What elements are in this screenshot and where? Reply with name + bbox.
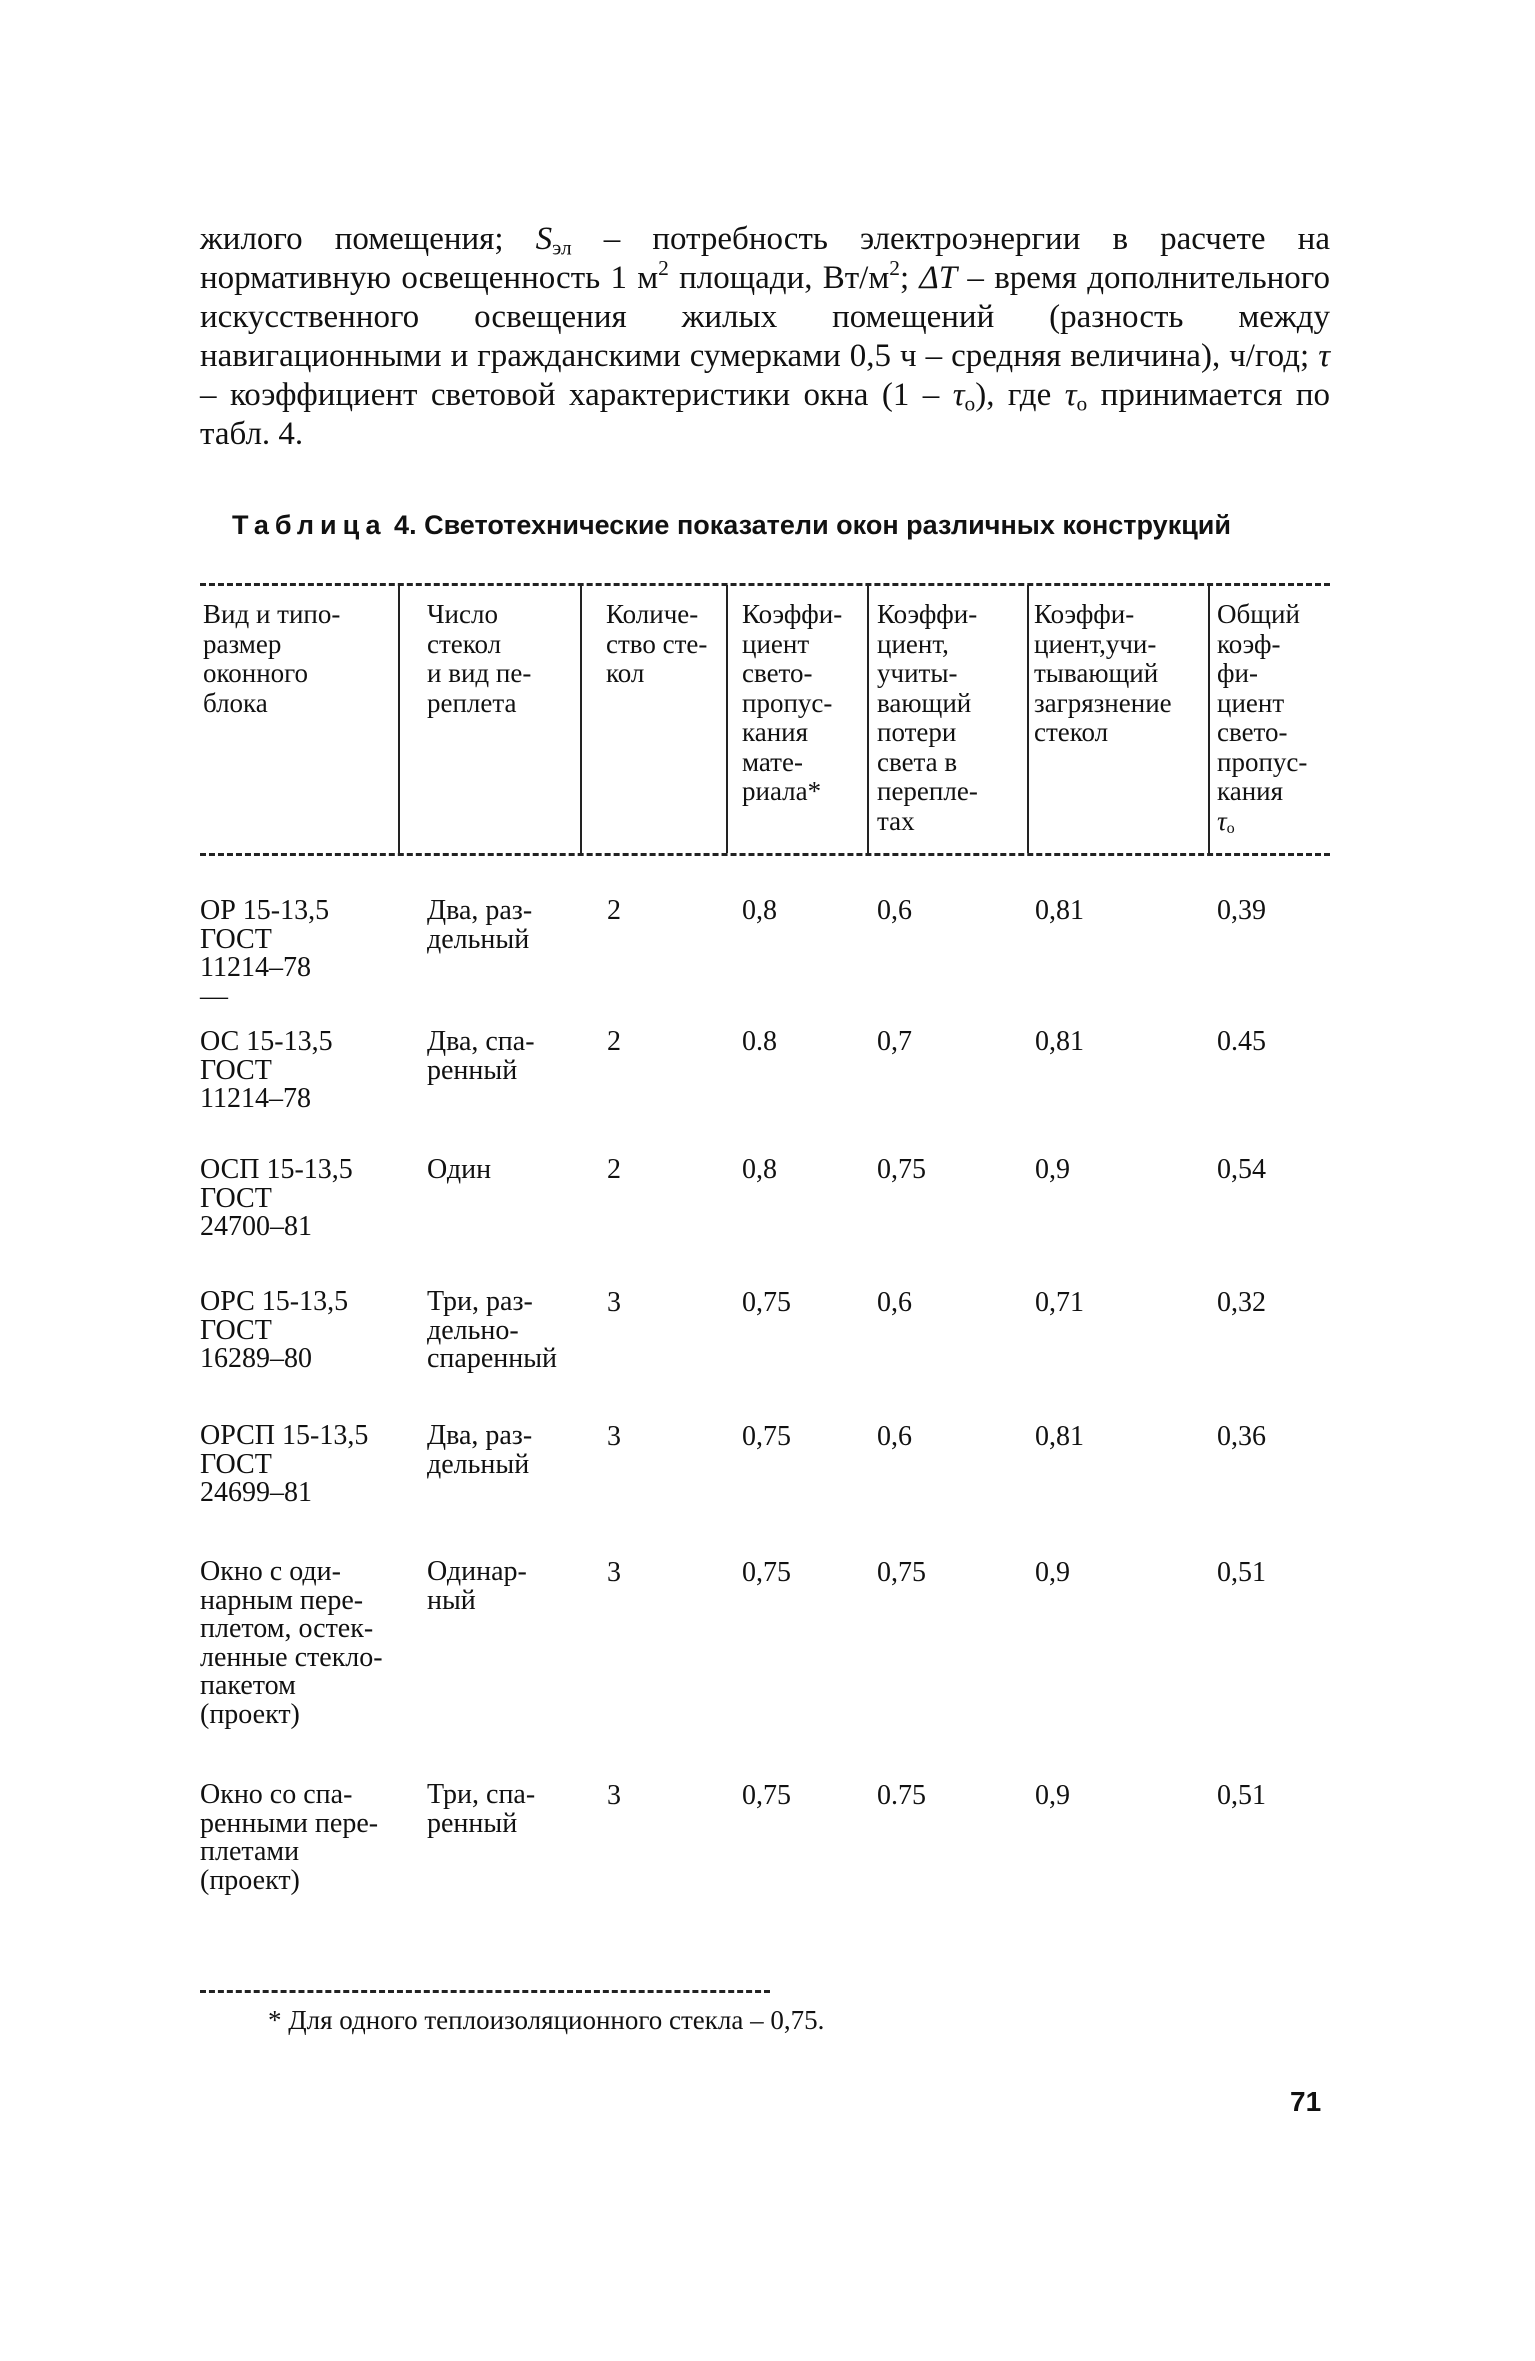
table-caption — [232, 507, 1352, 543]
header-tau-sub: о — [1226, 818, 1235, 837]
row-k-total: 0,32 — [1217, 1287, 1266, 1318]
symbol-tau: τ — [952, 377, 965, 413]
row-k-material: 0,75 — [742, 1557, 791, 1588]
header-cell-total-text: Общий коэф- фи- циент свето- пропус- кания — [1217, 599, 1308, 806]
row-glazing: Три, раз- дельно- спаренный — [427, 1286, 558, 1374]
row-k-total: 0,54 — [1217, 1154, 1266, 1185]
row-k-total: 0,51 — [1217, 1557, 1266, 1588]
row-k-frame: 0,6 — [877, 1421, 912, 1452]
footnote-rule — [200, 1990, 770, 1993]
row-glazing: Один — [427, 1154, 492, 1185]
intro-text: площади, Вт/м — [668, 260, 890, 296]
row-k-frame: 0,6 — [877, 1287, 912, 1318]
row-k-material: 0,75 — [742, 1287, 791, 1318]
row-name: Окно с оди- нарным пере- плетом, остек- ленные стекло- пакетом (проект) — [200, 1556, 383, 1730]
row-k-dirt: 0,9 — [1035, 1154, 1070, 1185]
header-cell: Количе- ство сте- кол — [606, 599, 708, 688]
row-glazing: Три, спа- ренный — [427, 1779, 536, 1839]
row-glazing: Два, раз- дельный — [427, 1420, 533, 1480]
symbol-s-sub: эл — [552, 235, 572, 260]
symbol-delta-t: ΔT — [919, 260, 958, 296]
row-k-material: 0,8 — [742, 895, 777, 926]
superscript: 2 — [889, 256, 900, 281]
row-k-frame: 0,75 — [877, 1154, 926, 1185]
row-k-frame: 0.75 — [877, 1780, 926, 1811]
row-k-total: 0,39 — [1217, 895, 1266, 926]
header-cell: Число стекол и вид пе- реплета — [427, 599, 532, 718]
column-divider — [580, 585, 582, 853]
row-qty: 2 — [607, 1026, 621, 1057]
row-k-dirt: 0,71 — [1035, 1287, 1084, 1318]
row-glazing: Одинар- ный — [427, 1556, 527, 1616]
row-name: ОС 15-13,5 ГОСТ 11214–78 — [200, 1026, 333, 1114]
row-k-dirt: 0,81 — [1035, 1026, 1084, 1057]
header-cell: Коэффи- циент, учиты- вающий потери света в перепле- тах — [877, 599, 978, 836]
row-k-material: 0.8 — [742, 1026, 777, 1057]
row-qty: 3 — [607, 1421, 621, 1452]
symbol-tau: τ — [1318, 338, 1330, 374]
row-name: ОСП 15-13,5 ГОСТ 24700–81 — [200, 1154, 353, 1242]
row-k-dirt: 0,81 — [1035, 895, 1084, 926]
table-header-rule — [200, 853, 1330, 856]
footnote: * Для одного теплоизоляционного стекла – 0,75. — [268, 2005, 825, 2035]
symbol-s: S — [535, 221, 553, 257]
table-top-rule — [200, 583, 1330, 586]
row-qty: 2 — [607, 1154, 621, 1185]
table-caption-text: 4. Светотехнические показатели окон различных конструкций — [386, 510, 1231, 540]
table-caption-label: Таблица — [232, 510, 387, 540]
header-cell: Коэффи- циент свето- пропус- кания мате- риала* — [742, 599, 843, 806]
header-cell-total — [1217, 600, 1307, 836]
row-name: ОРСП 15-13,5 ГОСТ 24699–81 — [200, 1420, 369, 1508]
row-name: Окно со спа- ренными пере- плетами (проект) — [200, 1779, 379, 1896]
row-k-dirt: 0,9 — [1035, 1780, 1070, 1811]
row-k-dirt: 0,9 — [1035, 1557, 1070, 1588]
column-divider — [1208, 585, 1210, 853]
intro-text: – потребность электроэнергии в расчете на нормативную освещенность 1 м — [200, 221, 1330, 296]
symbol-tau-sub: о — [964, 391, 976, 416]
row-qty: 3 — [607, 1287, 621, 1318]
symbol-tau: τ — [1064, 377, 1077, 413]
row-k-material: 0,75 — [742, 1780, 791, 1811]
column-divider — [867, 585, 869, 853]
row-k-total: 0,51 — [1217, 1780, 1266, 1811]
row-name: ОР 15-13,5 ГОСТ 11214–78 — — [200, 895, 330, 1012]
row-k-material: 0,8 — [742, 1154, 777, 1185]
intro-text: ; — [899, 260, 920, 296]
column-divider — [726, 585, 728, 853]
row-glazing: Два, спа- ренный — [427, 1026, 535, 1086]
intro-paragraph — [200, 220, 1330, 454]
intro-text: – коэффициент световой характеристики окна (1 – — [200, 377, 953, 413]
page-number: 71 — [1290, 2086, 1322, 2117]
header-cell: Коэффи- циент,учи- тывающий загрязнение стекол — [1034, 599, 1172, 747]
intro-text: ), где — [975, 377, 1065, 413]
row-k-material: 0,75 — [742, 1421, 791, 1452]
row-qty: 2 — [607, 895, 621, 926]
row-k-total: 0,36 — [1217, 1421, 1266, 1452]
header-cell: Вид и типо- размер оконного блока — [203, 599, 341, 718]
intro-text: – время дополнительного искусственного освещения жилых помещений (разность между навигационными и гражданскими сумерками 0,5 ч – средняя величина), ч/год; — [200, 260, 1331, 374]
row-k-dirt: 0,81 — [1035, 1421, 1084, 1452]
row-k-frame: 0,7 — [877, 1026, 912, 1057]
intro-text: принимается по табл. 4. — [200, 377, 1330, 452]
header-tau-symbol: τ — [1217, 805, 1227, 836]
symbol-tau-sub: о — [1076, 391, 1088, 416]
row-qty: 3 — [607, 1557, 621, 1588]
row-glazing: Два, раз- дельный — [427, 895, 533, 955]
superscript: 2 — [658, 256, 669, 281]
column-divider — [1027, 585, 1029, 853]
row-name: ОРС 15-13,5 ГОСТ 16289–80 — [200, 1286, 349, 1374]
row-k-frame: 0,75 — [877, 1557, 926, 1588]
row-k-total: 0.45 — [1217, 1026, 1266, 1057]
column-divider — [398, 585, 400, 853]
row-k-frame: 0,6 — [877, 895, 912, 926]
intro-text: жилого помещения; — [200, 221, 536, 257]
row-qty: 3 — [607, 1780, 621, 1811]
